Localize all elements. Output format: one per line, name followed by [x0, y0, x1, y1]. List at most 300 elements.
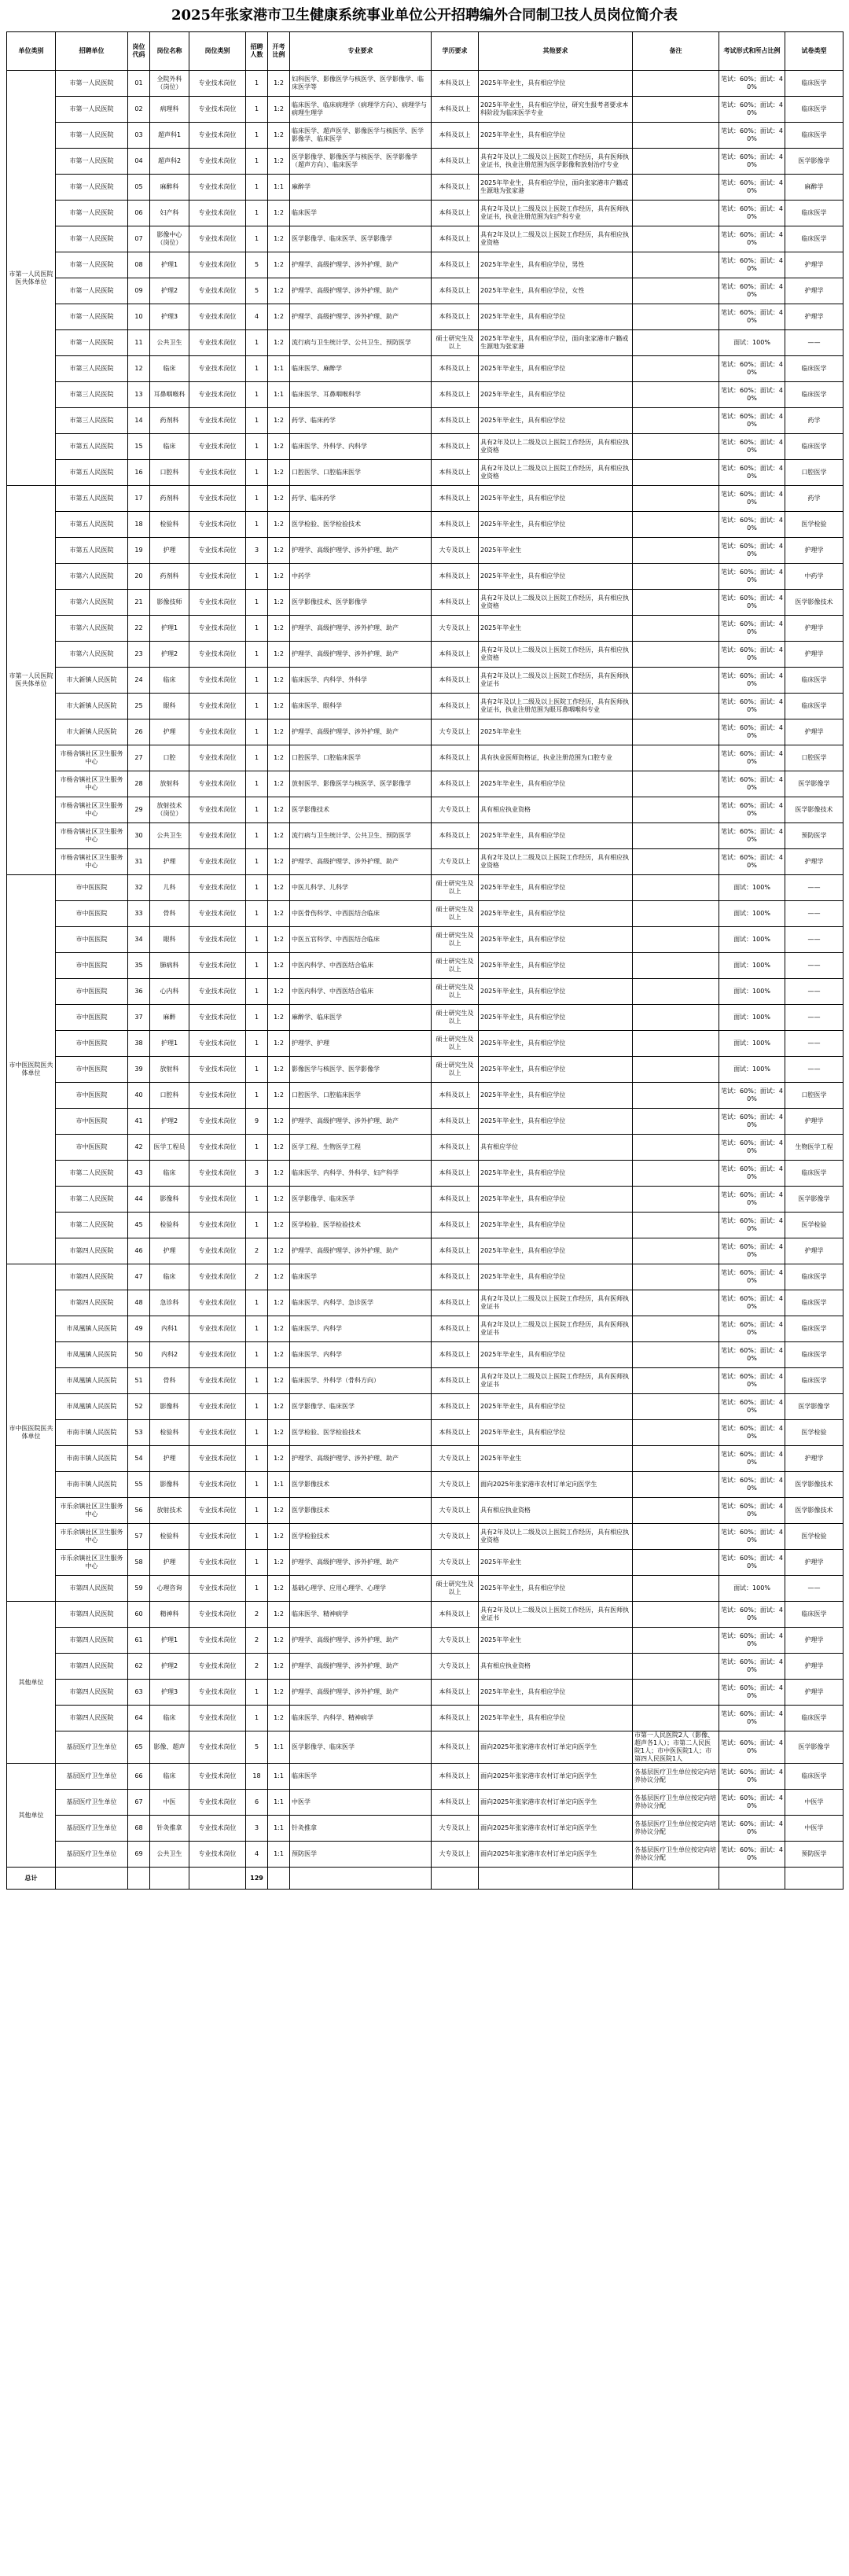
major-cell: 医学检验技术: [290, 1524, 432, 1550]
count-cell: 1: [246, 616, 268, 642]
education-cell: 本科及以上: [432, 1316, 479, 1342]
ratio-cell: 1:2: [268, 849, 290, 875]
ratio-cell: 1:2: [268, 1161, 290, 1187]
count-cell: 1: [246, 1005, 268, 1031]
ratio-cell: 1:2: [268, 1109, 290, 1135]
ratio-cell: 1:2: [268, 719, 290, 745]
paper-cell: ——: [785, 1031, 843, 1057]
code-cell: 51: [128, 1368, 150, 1394]
category-cell: 专业技术岗位: [189, 1420, 246, 1446]
other-cell: 2025年毕业生，具有相应学位: [479, 1213, 633, 1238]
exam-cell: 面试：100%: [719, 330, 785, 356]
ratio-cell: 1:2: [268, 460, 290, 486]
unit-cell: 市大新镇人民医院: [56, 719, 128, 745]
table-row: [7, 1290, 843, 1316]
total-row: [7, 1868, 843, 1890]
count-cell: 1: [246, 771, 268, 797]
count-cell: 3: [246, 1161, 268, 1187]
major-cell: 护理学、高级护理学、涉外护理、助产: [290, 1628, 432, 1654]
remark-cell: 各基层医疗卫生单位按定向培养协议分配: [633, 1842, 719, 1868]
unit-cell: 市第一人民医院: [56, 71, 128, 97]
other-cell: 2025年毕业生，具有相应学位: [479, 1057, 633, 1083]
exam-cell: 笔试：60%；面试：40%: [719, 278, 785, 304]
paper-cell: 医学检验: [785, 1524, 843, 1550]
exam-cell: 笔试：60%；面试：40%: [719, 1628, 785, 1654]
remark-cell: [633, 1368, 719, 1394]
unit-cell: 市第三人民医院: [56, 408, 128, 434]
remark-cell: [633, 1524, 719, 1550]
paper-cell: 临床医学: [785, 1368, 843, 1394]
major-cell: 中药学: [290, 564, 432, 590]
ratio-cell: 1:2: [268, 1238, 290, 1264]
category-cell: 专业技术岗位: [189, 512, 246, 538]
ratio-cell: 1:2: [268, 408, 290, 434]
count-cell: 1: [246, 330, 268, 356]
major-cell: 口腔医学、口腔临床医学: [290, 1083, 432, 1109]
unit-cell: 市第一人民医院: [56, 149, 128, 175]
exam-cell: 笔试：60%；面试：40%: [719, 356, 785, 382]
count-cell: 1: [246, 71, 268, 97]
major-cell: 医学影像学、临床医学: [290, 1187, 432, 1213]
education-cell: 大专及以上: [432, 1498, 479, 1524]
paper-cell: 护理学: [785, 719, 843, 745]
education-cell: 本科及以上: [432, 304, 479, 330]
education-cell: 大专及以上: [432, 849, 479, 875]
position-cell: 护理2: [150, 1109, 189, 1135]
remark-cell: [633, 590, 719, 616]
other-cell: 2025年毕业生，具有相应学位: [479, 512, 633, 538]
unit-cell: 市第一人民医院: [56, 97, 128, 123]
count-cell: 2: [246, 1264, 268, 1290]
code-cell: 38: [128, 1031, 150, 1057]
col-header: 招聘单位: [56, 32, 128, 71]
count-cell: 1: [246, 201, 268, 226]
major-cell: 护理学、高级护理学、涉外护理、助产: [290, 538, 432, 564]
major-cell: 临床医学、超声医学、影像医学与核医学、医学影像学、临床医学: [290, 123, 432, 149]
category-cell: 专业技术岗位: [189, 71, 246, 97]
education-cell: 本科及以上: [432, 1706, 479, 1731]
ratio-cell: 1:2: [268, 1213, 290, 1238]
table-row: [7, 226, 843, 252]
exam-cell: 笔试：60%；面试：40%: [719, 1816, 785, 1842]
position-cell: 耳鼻咽喉科: [150, 382, 189, 408]
position-cell: 放射科: [150, 1057, 189, 1083]
ratio-cell: 1:2: [268, 1135, 290, 1161]
major-cell: 医学检验、医学检验技术: [290, 1213, 432, 1238]
remark-cell: [633, 1446, 719, 1472]
other-cell: 2025年毕业生: [479, 1446, 633, 1472]
ratio-cell: 1:2: [268, 1498, 290, 1524]
count-cell: 1: [246, 1057, 268, 1083]
other-cell: 2025年毕业生，具有相应学位: [479, 1420, 633, 1446]
ratio-cell: 1:2: [268, 538, 290, 564]
position-cell: 临床: [150, 668, 189, 694]
category-cell: 专业技术岗位: [189, 1731, 246, 1764]
remark-cell: [633, 201, 719, 226]
col-header: 开考比例: [268, 32, 290, 71]
major-cell: 临床医学: [290, 201, 432, 226]
major-cell: 临床医学: [290, 1264, 432, 1290]
count-cell: 1: [246, 1446, 268, 1472]
category-cell: 专业技术岗位: [189, 668, 246, 694]
other-cell: 2025年毕业生，具有相应学位: [479, 123, 633, 149]
code-cell: 19: [128, 538, 150, 564]
category-cell: 专业技术岗位: [189, 1524, 246, 1550]
code-cell: 56: [128, 1498, 150, 1524]
unit-cell: 市杨舍镇社区卫生服务中心: [56, 849, 128, 875]
count-cell: 2: [246, 1654, 268, 1680]
ratio-cell: 1:2: [268, 564, 290, 590]
category-cell: 专业技术岗位: [189, 382, 246, 408]
other-cell: 2025年毕业生，具有相应学位: [479, 1706, 633, 1731]
position-cell: 麻醉科: [150, 175, 189, 201]
table-row: [7, 1083, 843, 1109]
count-cell: 1: [246, 486, 268, 512]
education-cell: 本科及以上: [432, 694, 479, 719]
other-cell: 具有相应执业资格: [479, 1654, 633, 1680]
other-cell: 2025年毕业生，具有相应学位: [479, 1161, 633, 1187]
unit-cell: 市第一人民医院: [56, 123, 128, 149]
unit-cell: 基层医疗卫生单位: [56, 1816, 128, 1842]
code-cell: 44: [128, 1187, 150, 1213]
unit-cell: 市第五人民医院: [56, 538, 128, 564]
paper-cell: 麻醉学: [785, 175, 843, 201]
other-cell: 2025年毕业生，具有相应学位: [479, 1238, 633, 1264]
remark-cell: [633, 875, 719, 901]
education-cell: 大专及以上: [432, 797, 479, 823]
exam-cell: 面试：100%: [719, 979, 785, 1005]
other-cell: 具有2年及以上二级及以上医院工作经历，具有相应执业资格: [479, 590, 633, 616]
unit-cell: 市第六人民医院: [56, 642, 128, 668]
table-row: [7, 1576, 843, 1602]
code-cell: 21: [128, 590, 150, 616]
total-label: 总计: [7, 1868, 56, 1890]
count-cell: 3: [246, 1816, 268, 1842]
position-cell: 内科1: [150, 1316, 189, 1342]
col-header: 岗位代码: [128, 32, 150, 71]
position-cell: 公共卫生: [150, 1842, 189, 1868]
unit-cell: 市中医医院: [56, 1057, 128, 1083]
category-cell: 专业技术岗位: [189, 979, 246, 1005]
other-cell: 面向2025年张家港市农村订单定向医学生: [479, 1472, 633, 1498]
other-cell: 2025年毕业生，具有相应学位: [479, 927, 633, 953]
major-cell: 影像医学与核医学、医学影像学: [290, 1057, 432, 1083]
count-cell: 2: [246, 1238, 268, 1264]
table-row: [7, 1342, 843, 1368]
other-cell: 具有2年及以上二级及以上医院工作经历，具有医师执业证书: [479, 1602, 633, 1628]
major-cell: 护理学、高级护理学、涉外护理、助产: [290, 278, 432, 304]
remark-cell: [633, 953, 719, 979]
other-cell: 面向2025年张家港市农村订单定向医学生: [479, 1842, 633, 1868]
major-cell: 医学影像技术、医学影像学: [290, 590, 432, 616]
category-cell: 专业技术岗位: [189, 408, 246, 434]
major-cell: 临床医学、内科学、精神病学: [290, 1706, 432, 1731]
unit-cell: 市第一人民医院: [56, 278, 128, 304]
position-cell: 内科2: [150, 1342, 189, 1368]
education-cell: 本科及以上: [432, 771, 479, 797]
remark-cell: [633, 252, 719, 278]
code-cell: 29: [128, 797, 150, 823]
exam-cell: 笔试：60%；面试：40%: [719, 1654, 785, 1680]
education-cell: 大专及以上: [432, 719, 479, 745]
ratio-cell: 1:2: [268, 979, 290, 1005]
category-cell: 专业技术岗位: [189, 1083, 246, 1109]
paper-cell: 护理学: [785, 538, 843, 564]
unit-cell: 基层医疗卫生单位: [56, 1764, 128, 1790]
paper-cell: 临床医学: [785, 1290, 843, 1316]
remark-cell: [633, 1187, 719, 1213]
table-row: [7, 1654, 843, 1680]
other-cell: 2025年毕业生: [479, 616, 633, 642]
exam-cell: 笔试：60%；面试：40%: [719, 97, 785, 123]
unit-category-cell: 市第一人民医院医共体单位: [7, 71, 56, 486]
page-title: 2025年张家港市卫生健康系统事业单位公开招聘编外合同制卫技人员岗位简介表: [171, 7, 678, 24]
exam-cell: 笔试：60%；面试：40%: [719, 71, 785, 97]
remark-cell: [633, 123, 719, 149]
code-cell: 47: [128, 1264, 150, 1290]
unit-cell: 市第一人民医院: [56, 304, 128, 330]
code-cell: 49: [128, 1316, 150, 1342]
remark-cell: [633, 849, 719, 875]
ratio-cell: 1:2: [268, 512, 290, 538]
category-cell: 专业技术岗位: [189, 1238, 246, 1264]
exam-cell: 笔试：60%；面试：40%: [719, 226, 785, 252]
paper-cell: 护理学: [785, 1680, 843, 1706]
unit-cell: 市中医医院: [56, 875, 128, 901]
education-cell: 大专及以上: [432, 1550, 479, 1576]
education-cell: 本科及以上: [432, 1264, 479, 1290]
code-cell: 10: [128, 304, 150, 330]
other-cell: 2025年毕业生，具有相应学位: [479, 1005, 633, 1031]
code-cell: 07: [128, 226, 150, 252]
category-cell: 专业技术岗位: [189, 175, 246, 201]
paper-cell: 临床医学: [785, 71, 843, 97]
ratio-cell: 1:2: [268, 642, 290, 668]
position-cell: 影像中心（岗位）: [150, 226, 189, 252]
code-cell: 28: [128, 771, 150, 797]
ratio-cell: 1:2: [268, 1394, 290, 1420]
code-cell: 37: [128, 1005, 150, 1031]
position-cell: 护理1: [150, 1628, 189, 1654]
education-cell: 本科及以上: [432, 1368, 479, 1394]
count-cell: 2: [246, 1628, 268, 1654]
unit-cell: 市第六人民医院: [56, 564, 128, 590]
paper-cell: 中医学: [785, 1790, 843, 1816]
position-cell: 影像、超声: [150, 1731, 189, 1764]
exam-cell: 笔试：60%；面试：40%: [719, 1316, 785, 1342]
position-cell: 急诊科: [150, 1290, 189, 1316]
paper-cell: ——: [785, 1005, 843, 1031]
education-cell: 本科及以上: [432, 1764, 479, 1790]
ratio-cell: 1:2: [268, 1005, 290, 1031]
paper-cell: 临床医学: [785, 1264, 843, 1290]
education-cell: 硕士研究生及以上: [432, 901, 479, 927]
code-cell: 40: [128, 1083, 150, 1109]
major-cell: 医学影像学、临床医学: [290, 1394, 432, 1420]
table-row: [7, 71, 843, 97]
remark-cell: 各基层医疗卫生单位按定向培养协议分配: [633, 1816, 719, 1842]
position-cell: 肺病科: [150, 953, 189, 979]
remark-cell: [633, 226, 719, 252]
exam-cell: 面试：100%: [719, 901, 785, 927]
table-row: [7, 1420, 843, 1446]
ratio-cell: 1:2: [268, 1368, 290, 1394]
count-cell: 1: [246, 849, 268, 875]
paper-cell: 医学影像学: [785, 149, 843, 175]
code-cell: 17: [128, 486, 150, 512]
category-cell: 专业技术岗位: [189, 1498, 246, 1524]
position-cell: 护理3: [150, 304, 189, 330]
paper-cell: 临床医学: [785, 97, 843, 123]
table-row: [7, 175, 843, 201]
education-cell: 本科及以上: [432, 1083, 479, 1109]
remark-cell: [633, 1290, 719, 1316]
unit-cell: 市第四人民医院: [56, 1628, 128, 1654]
major-cell: 医学影像技术: [290, 1472, 432, 1498]
education-cell: 本科及以上: [432, 1680, 479, 1706]
table-row: [7, 278, 843, 304]
exam-cell: 笔试：60%；面试：40%: [719, 1290, 785, 1316]
category-cell: 专业技术岗位: [189, 1842, 246, 1868]
major-cell: 医学影像学、临床医学: [290, 1731, 432, 1764]
other-cell: 具有2年及以上二级及以上医院工作经历，具有相应执业资格: [479, 226, 633, 252]
exam-cell: 笔试：60%；面试：40%: [719, 668, 785, 694]
category-cell: 专业技术岗位: [189, 797, 246, 823]
ratio-cell: 1:2: [268, 1290, 290, 1316]
category-cell: 专业技术岗位: [189, 97, 246, 123]
paper-cell: 医学检验: [785, 1420, 843, 1446]
major-cell: 医学影像学、影像医学与核医学、医学影像学（超声方向）、临床医学: [290, 149, 432, 175]
major-cell: 临床医学、临床病理学（病理学方向）、病理学与病理生理学: [290, 97, 432, 123]
count-cell: 9: [246, 1109, 268, 1135]
code-cell: 16: [128, 460, 150, 486]
paper-cell: 药学: [785, 486, 843, 512]
major-cell: 麻醉学: [290, 175, 432, 201]
code-cell: 63: [128, 1680, 150, 1706]
code-cell: 01: [128, 71, 150, 97]
code-cell: 41: [128, 1109, 150, 1135]
code-cell: 04: [128, 149, 150, 175]
table-row: [7, 123, 843, 149]
code-cell: 50: [128, 1342, 150, 1368]
ratio-cell: 1:2: [268, 252, 290, 278]
other-cell: 2025年毕业生: [479, 538, 633, 564]
other-cell: 2025年毕业生，具有相应学位: [479, 1187, 633, 1213]
unit-cell: 市大新镇人民医院: [56, 668, 128, 694]
code-cell: 45: [128, 1213, 150, 1238]
table-row: [7, 330, 843, 356]
count-cell: 1: [246, 875, 268, 901]
remark-cell: [633, 823, 719, 849]
remark-cell: [633, 1109, 719, 1135]
unit-cell: 市第四人民医院: [56, 1706, 128, 1731]
table-row: [7, 642, 843, 668]
category-cell: 专业技术岗位: [189, 1446, 246, 1472]
category-cell: 专业技术岗位: [189, 1031, 246, 1057]
unit-cell: 市第六人民医院: [56, 616, 128, 642]
major-cell: 妇科医学、影像医学与核医学、医学影像学、临床医学等: [290, 71, 432, 97]
unit-cell: 市第一人民医院: [56, 252, 128, 278]
exam-cell: 笔试：60%；面试：40%: [719, 1680, 785, 1706]
education-cell: 硕士研究生及以上: [432, 875, 479, 901]
exam-cell: 笔试：60%；面试：40%: [719, 408, 785, 434]
paper-cell: ——: [785, 875, 843, 901]
code-cell: 25: [128, 694, 150, 719]
other-cell: 2025年毕业生，具有相应学位: [479, 1342, 633, 1368]
code-cell: 54: [128, 1446, 150, 1472]
unit-cell: 市第三人民医院: [56, 356, 128, 382]
other-cell: 具有2年及以上二级及以上医院工作经历，具有医师执业证书: [479, 1316, 633, 1342]
code-cell: 64: [128, 1706, 150, 1731]
remark-cell: 市第一人民医院2人（影像、超声各1人）；市第二人民医院1人；市中医医院1人；市第四人民医院1人: [633, 1731, 719, 1764]
position-cell: 针灸推拿: [150, 1816, 189, 1842]
code-cell: 11: [128, 330, 150, 356]
remark-cell: [633, 1680, 719, 1706]
major-cell: 流行病与卫生统计学、公共卫生、预防医学: [290, 823, 432, 849]
ratio-cell: 1:2: [268, 1031, 290, 1057]
count-cell: 1: [246, 1420, 268, 1446]
remark-cell: [633, 1238, 719, 1264]
exam-cell: 笔试：60%；面试：40%: [719, 823, 785, 849]
paper-cell: 护理学: [785, 1550, 843, 1576]
category-cell: 专业技术岗位: [189, 1161, 246, 1187]
position-cell: 公共卫生: [150, 823, 189, 849]
ratio-cell: 1:2: [268, 875, 290, 901]
position-cell: 骨科: [150, 901, 189, 927]
category-cell: 专业技术岗位: [189, 356, 246, 382]
code-cell: 67: [128, 1790, 150, 1816]
other-cell: 2025年毕业生，具有相应学位: [479, 771, 633, 797]
other-cell: 面向2025年张家港市农村订单定向医学生: [479, 1731, 633, 1764]
category-cell: 专业技术岗位: [189, 1472, 246, 1498]
code-cell: 69: [128, 1842, 150, 1868]
major-cell: 基础心理学、应用心理学、心理学: [290, 1576, 432, 1602]
col-header: 试卷类型: [785, 32, 843, 71]
position-cell: 影像技师: [150, 590, 189, 616]
major-cell: 放射医学、影像医学与核医学、医学影像学: [290, 771, 432, 797]
col-header: 备注: [633, 32, 719, 71]
category-cell: 专业技术岗位: [189, 123, 246, 149]
exam-cell: 笔试：60%；面试：40%: [719, 1602, 785, 1628]
position-cell: 口腔科: [150, 1083, 189, 1109]
major-cell: 针灸推拿: [290, 1816, 432, 1842]
table-row: [7, 1368, 843, 1394]
table-row: [7, 1764, 843, 1790]
other-cell: 具有相应执业资格: [479, 1498, 633, 1524]
education-cell: 本科及以上: [432, 1602, 479, 1628]
major-cell: 护理学、高级护理学、涉外护理、助产: [290, 642, 432, 668]
table-row: [7, 1706, 843, 1731]
other-cell: 具有2年及以上二级及以上医院工作经历，具有相应执业资格: [479, 460, 633, 486]
code-cell: 05: [128, 175, 150, 201]
count-cell: 1: [246, 1290, 268, 1316]
category-cell: 专业技术岗位: [189, 201, 246, 226]
ratio-cell: 1:1: [268, 1764, 290, 1790]
code-cell: 26: [128, 719, 150, 745]
paper-cell: 临床医学: [785, 123, 843, 149]
paper-cell: 医学影像技术: [785, 1498, 843, 1524]
education-cell: 本科及以上: [432, 745, 479, 771]
unit-cell: 市南丰镇人民医院: [56, 1446, 128, 1472]
remark-cell: [633, 460, 719, 486]
exam-cell: 面试：100%: [719, 1057, 785, 1083]
ratio-cell: 1:2: [268, 201, 290, 226]
category-cell: 专业技术岗位: [189, 1264, 246, 1290]
remark-cell: [633, 1498, 719, 1524]
ratio-cell: 1:2: [268, 123, 290, 149]
education-cell: 本科及以上: [432, 71, 479, 97]
exam-cell: 笔试：60%；面试：40%: [719, 564, 785, 590]
